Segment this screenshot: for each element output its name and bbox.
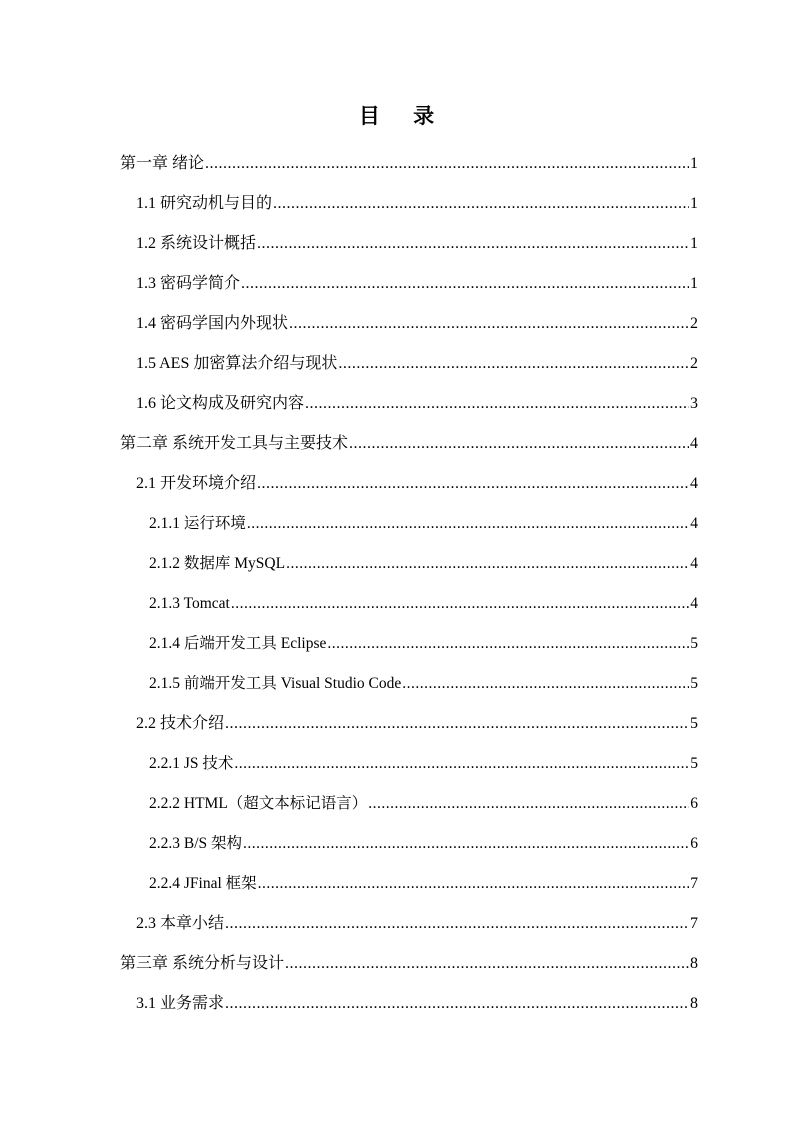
toc-dot-leader bbox=[368, 784, 689, 824]
toc-page-number: 1 bbox=[690, 235, 698, 252]
toc-dot-leader bbox=[205, 144, 689, 184]
toc-page-number: 3 bbox=[690, 395, 698, 412]
toc-dot-leader bbox=[289, 304, 689, 344]
toc-entry-title: 1.2 系统设计概括 bbox=[136, 235, 257, 252]
toc-page-number: 8 bbox=[690, 955, 698, 972]
toc-entry[interactable] bbox=[120, 344, 698, 384]
toc-entry[interactable] bbox=[120, 984, 698, 1024]
toc-page-number: 6 bbox=[690, 795, 698, 812]
toc-entry[interactable] bbox=[120, 504, 698, 544]
toc-page-number: 8 bbox=[690, 995, 698, 1012]
toc-page-number: 2 bbox=[690, 315, 698, 332]
toc-page-number: 5 bbox=[690, 755, 698, 772]
toc-entry[interactable] bbox=[120, 544, 698, 584]
toc-entry[interactable] bbox=[120, 624, 698, 664]
toc-entry[interactable] bbox=[120, 744, 698, 784]
toc-entry-title: 2.1.2 数据库 MySQL bbox=[149, 555, 286, 572]
toc-dot-leader bbox=[234, 744, 689, 784]
toc-entry[interactable] bbox=[120, 224, 698, 264]
toc-entry[interactable] bbox=[120, 144, 698, 184]
toc-list bbox=[120, 144, 698, 1024]
toc-entry-title: 2.2.1 JS 技术 bbox=[149, 755, 234, 772]
toc-page-number: 5 bbox=[690, 675, 698, 692]
toc-entry[interactable] bbox=[120, 944, 698, 984]
toc-dot-leader bbox=[225, 904, 689, 944]
toc-dot-leader bbox=[305, 384, 689, 424]
toc-entry-title: 2.2.4 JFinal 框架 bbox=[149, 875, 257, 892]
toc-entry-title: 2.2.2 HTML（超文本标记语言） bbox=[149, 795, 368, 812]
toc-dot-leader bbox=[327, 624, 689, 664]
toc-dot-leader bbox=[349, 424, 689, 464]
toc-entry[interactable] bbox=[120, 384, 698, 424]
toc-entry-title: 2.1.4 后端开发工具 Eclipse bbox=[149, 635, 327, 652]
toc-page-number: 4 bbox=[690, 435, 698, 452]
toc-entry-title: 2.1.3 Tomcat bbox=[149, 595, 230, 612]
toc-page-number: 5 bbox=[690, 635, 698, 652]
toc-page-number: 4 bbox=[690, 555, 698, 572]
toc-entry-title: 第二章 系统开发工具与主要技术 bbox=[120, 435, 349, 452]
toc-title: 目 录 bbox=[358, 104, 449, 128]
toc-entry-title: 第三章 系统分析与设计 bbox=[120, 955, 285, 972]
toc-entry[interactable] bbox=[120, 704, 698, 744]
toc-dot-leader bbox=[257, 224, 689, 264]
toc-entry-title: 2.1.1 运行环境 bbox=[149, 515, 246, 532]
toc-page-number: 7 bbox=[690, 915, 698, 932]
toc-entry[interactable] bbox=[120, 464, 698, 504]
toc-page-number: 2 bbox=[690, 355, 698, 372]
toc-dot-leader bbox=[273, 184, 689, 224]
toc-entry[interactable] bbox=[120, 264, 698, 304]
toc-entry-title: 第一章 绪论 bbox=[120, 155, 205, 172]
toc-dot-leader bbox=[257, 464, 689, 504]
toc-page-number: 4 bbox=[690, 515, 698, 532]
toc-entry-title: 2.2.3 B/S 架构 bbox=[149, 835, 243, 852]
toc-entry-title: 1.4 密码学国内外现状 bbox=[136, 315, 289, 332]
toc-page-number: 7 bbox=[690, 875, 698, 892]
toc-entry-title: 1.6 论文构成及研究内容 bbox=[136, 395, 305, 412]
toc-dot-leader bbox=[231, 584, 689, 624]
toc-dot-leader bbox=[243, 824, 689, 864]
toc-dot-leader bbox=[225, 984, 689, 1024]
toc-entry-title: 2.1 开发环境介绍 bbox=[136, 475, 257, 492]
toc-page-number: 1 bbox=[690, 195, 698, 212]
toc-entry-title: 3.1 业务需求 bbox=[136, 995, 225, 1012]
toc-entry[interactable] bbox=[120, 824, 698, 864]
toc-entry-title: 2.2 技术介绍 bbox=[136, 715, 225, 732]
toc-dot-leader bbox=[286, 544, 689, 584]
toc-page-number: 4 bbox=[690, 595, 698, 612]
toc-page-number: 1 bbox=[690, 155, 698, 172]
toc-dot-leader bbox=[241, 264, 689, 304]
toc-entry[interactable] bbox=[120, 864, 698, 904]
toc-entry-title: 1.5 AES 加密算法介绍与现状 bbox=[136, 355, 338, 372]
toc-entry[interactable] bbox=[120, 184, 698, 224]
toc-dot-leader bbox=[338, 344, 689, 384]
toc-dot-leader bbox=[285, 944, 689, 984]
toc-entry[interactable] bbox=[120, 304, 698, 344]
toc-entry[interactable] bbox=[120, 424, 698, 464]
toc-entry[interactable] bbox=[120, 664, 698, 704]
toc-page-number: 6 bbox=[690, 835, 698, 852]
toc-dot-leader bbox=[402, 664, 689, 704]
toc-entry[interactable] bbox=[120, 904, 698, 944]
toc-entry-title: 1.1 研究动机与目的 bbox=[136, 195, 273, 212]
toc-dot-leader bbox=[258, 864, 690, 904]
toc-dot-leader bbox=[247, 504, 689, 544]
toc-page-number: 4 bbox=[690, 475, 698, 492]
toc-dot-leader bbox=[225, 704, 689, 744]
toc-page-number: 5 bbox=[690, 715, 698, 732]
toc-entry[interactable] bbox=[120, 784, 698, 824]
toc-entry-title: 2.3 本章小结 bbox=[136, 915, 225, 932]
toc-entry-title: 1.3 密码学简介 bbox=[136, 275, 241, 292]
toc-entry-title: 2.1.5 前端开发工具 Visual Studio Code bbox=[149, 675, 402, 692]
toc-entry[interactable] bbox=[120, 584, 698, 624]
toc-page-number: 1 bbox=[690, 275, 698, 292]
